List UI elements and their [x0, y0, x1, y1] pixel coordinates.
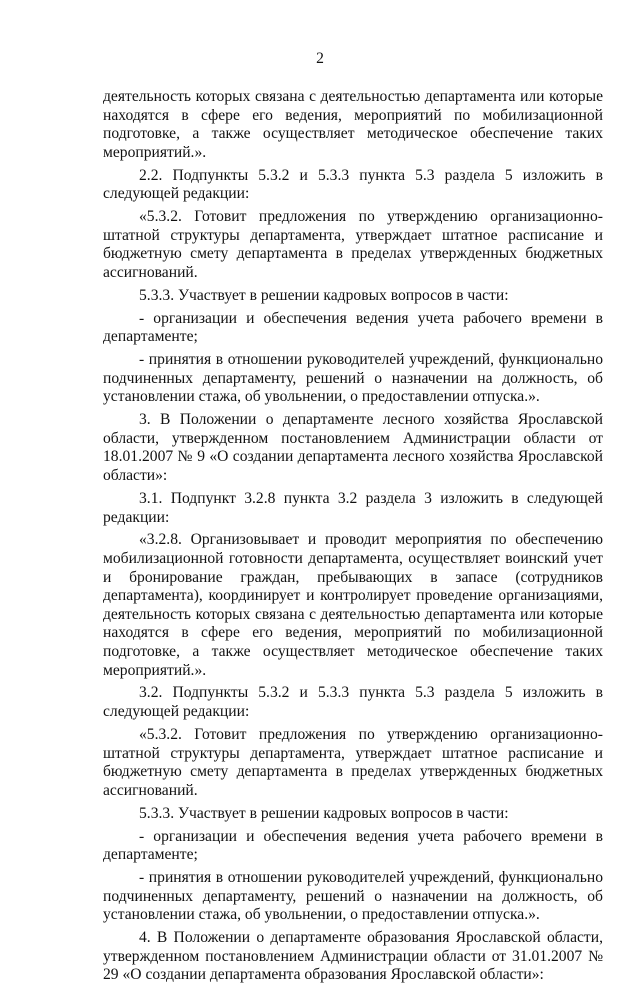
paragraph: «3.2.8. Организовывает и проводит мероприятия по обеспечению мобилизационной готовности департамента, осуществляет воинский учет и бронирование граждан, пребывающих в запасе (сотрудников департамента), координирует и контролирует проведение организациями, деятельность которых связана с деятельностью департамента или которые находятся в сфере его ведения, мероприятий по мобилизационной подготовке, а также осуществляет методическое обеспечение таких мероприятий.». — [103, 531, 603, 679]
paragraph: - организации и обеспечения ведения учета рабочего времени в департаменте; — [103, 309, 603, 346]
page-number: 2 — [316, 50, 324, 67]
paragraph: «5.3.2. Готовит предложения по утверждению организационно-штатной структуры департамента, утверждает штатное расписание и бюджетную смету департамента в пределах утвержденных бюджетных ассигнований. — [103, 208, 603, 281]
paragraph: 3. В Положении о департаменте лесного хозяйства Ярославской области, утвержденном постановлением Администрации области от 18.01.2007 № 9 «О создании департамента лесного хозяйства Ярославской области»: — [103, 411, 603, 485]
paragraph: 5.3.3. Участвует в решении кадровых вопросов в части: — [139, 286, 509, 304]
paragraph: - организации и обеспечения ведения учета рабочего времени в департаменте; — [103, 827, 603, 864]
paragraph: - принятия в отношении руководителей учреждений, функционально подчиненных департаменту, решений о назначении на должность, об установлении стажа, об увольнении, о предоставлении отпуска.». — [103, 869, 603, 924]
paragraph: 4. В Положении о департаменте образования Ярославской области, утвержденном постановлением Администрации области от 31.01.2007 № 29 «О создании департамента образования Ярославской области»: — [103, 929, 603, 984]
paragraph: 3.2. Подпункты 5.3.2 и 5.3.3 пункта 5.3 раздела 5 изложить в следующей редакции: — [103, 684, 603, 721]
paragraph: 2.2. Подпункты 5.3.2 и 5.3.3 пункта 5.3 раздела 5 изложить в следующей редакции: — [103, 166, 603, 203]
paragraph: «5.3.2. Готовит предложения по утверждению организационно-штатной структуры департамента, утверждает штатное расписание и бюджетную смету департамента в пределах утвержденных бюджетных ассигнований. — [103, 725, 603, 799]
paragraph: - принятия в отношении руководителей учреждений, функционально подчиненных департаменту, решений о назначении на должность, об установлении стажа, об увольнении, о предоставлении отпуска.». — [103, 351, 603, 406]
paragraph: 3.1. Подпункт 3.2.8 пункта 3.2 раздела 3 изложить в следующей редакции: — [103, 489, 603, 526]
document-body — [103, 88, 603, 985]
paragraph: деятельность которых связана с деятельностью департамента или которые находятся в сфере его ведения, мероприятий по мобилизационной подготовке, а также осуществляет методическое обеспечение таких мероприятий.». — [103, 88, 603, 161]
paragraph: 5.3.3. Участвует в решении кадровых вопросов в части: — [139, 804, 509, 822]
